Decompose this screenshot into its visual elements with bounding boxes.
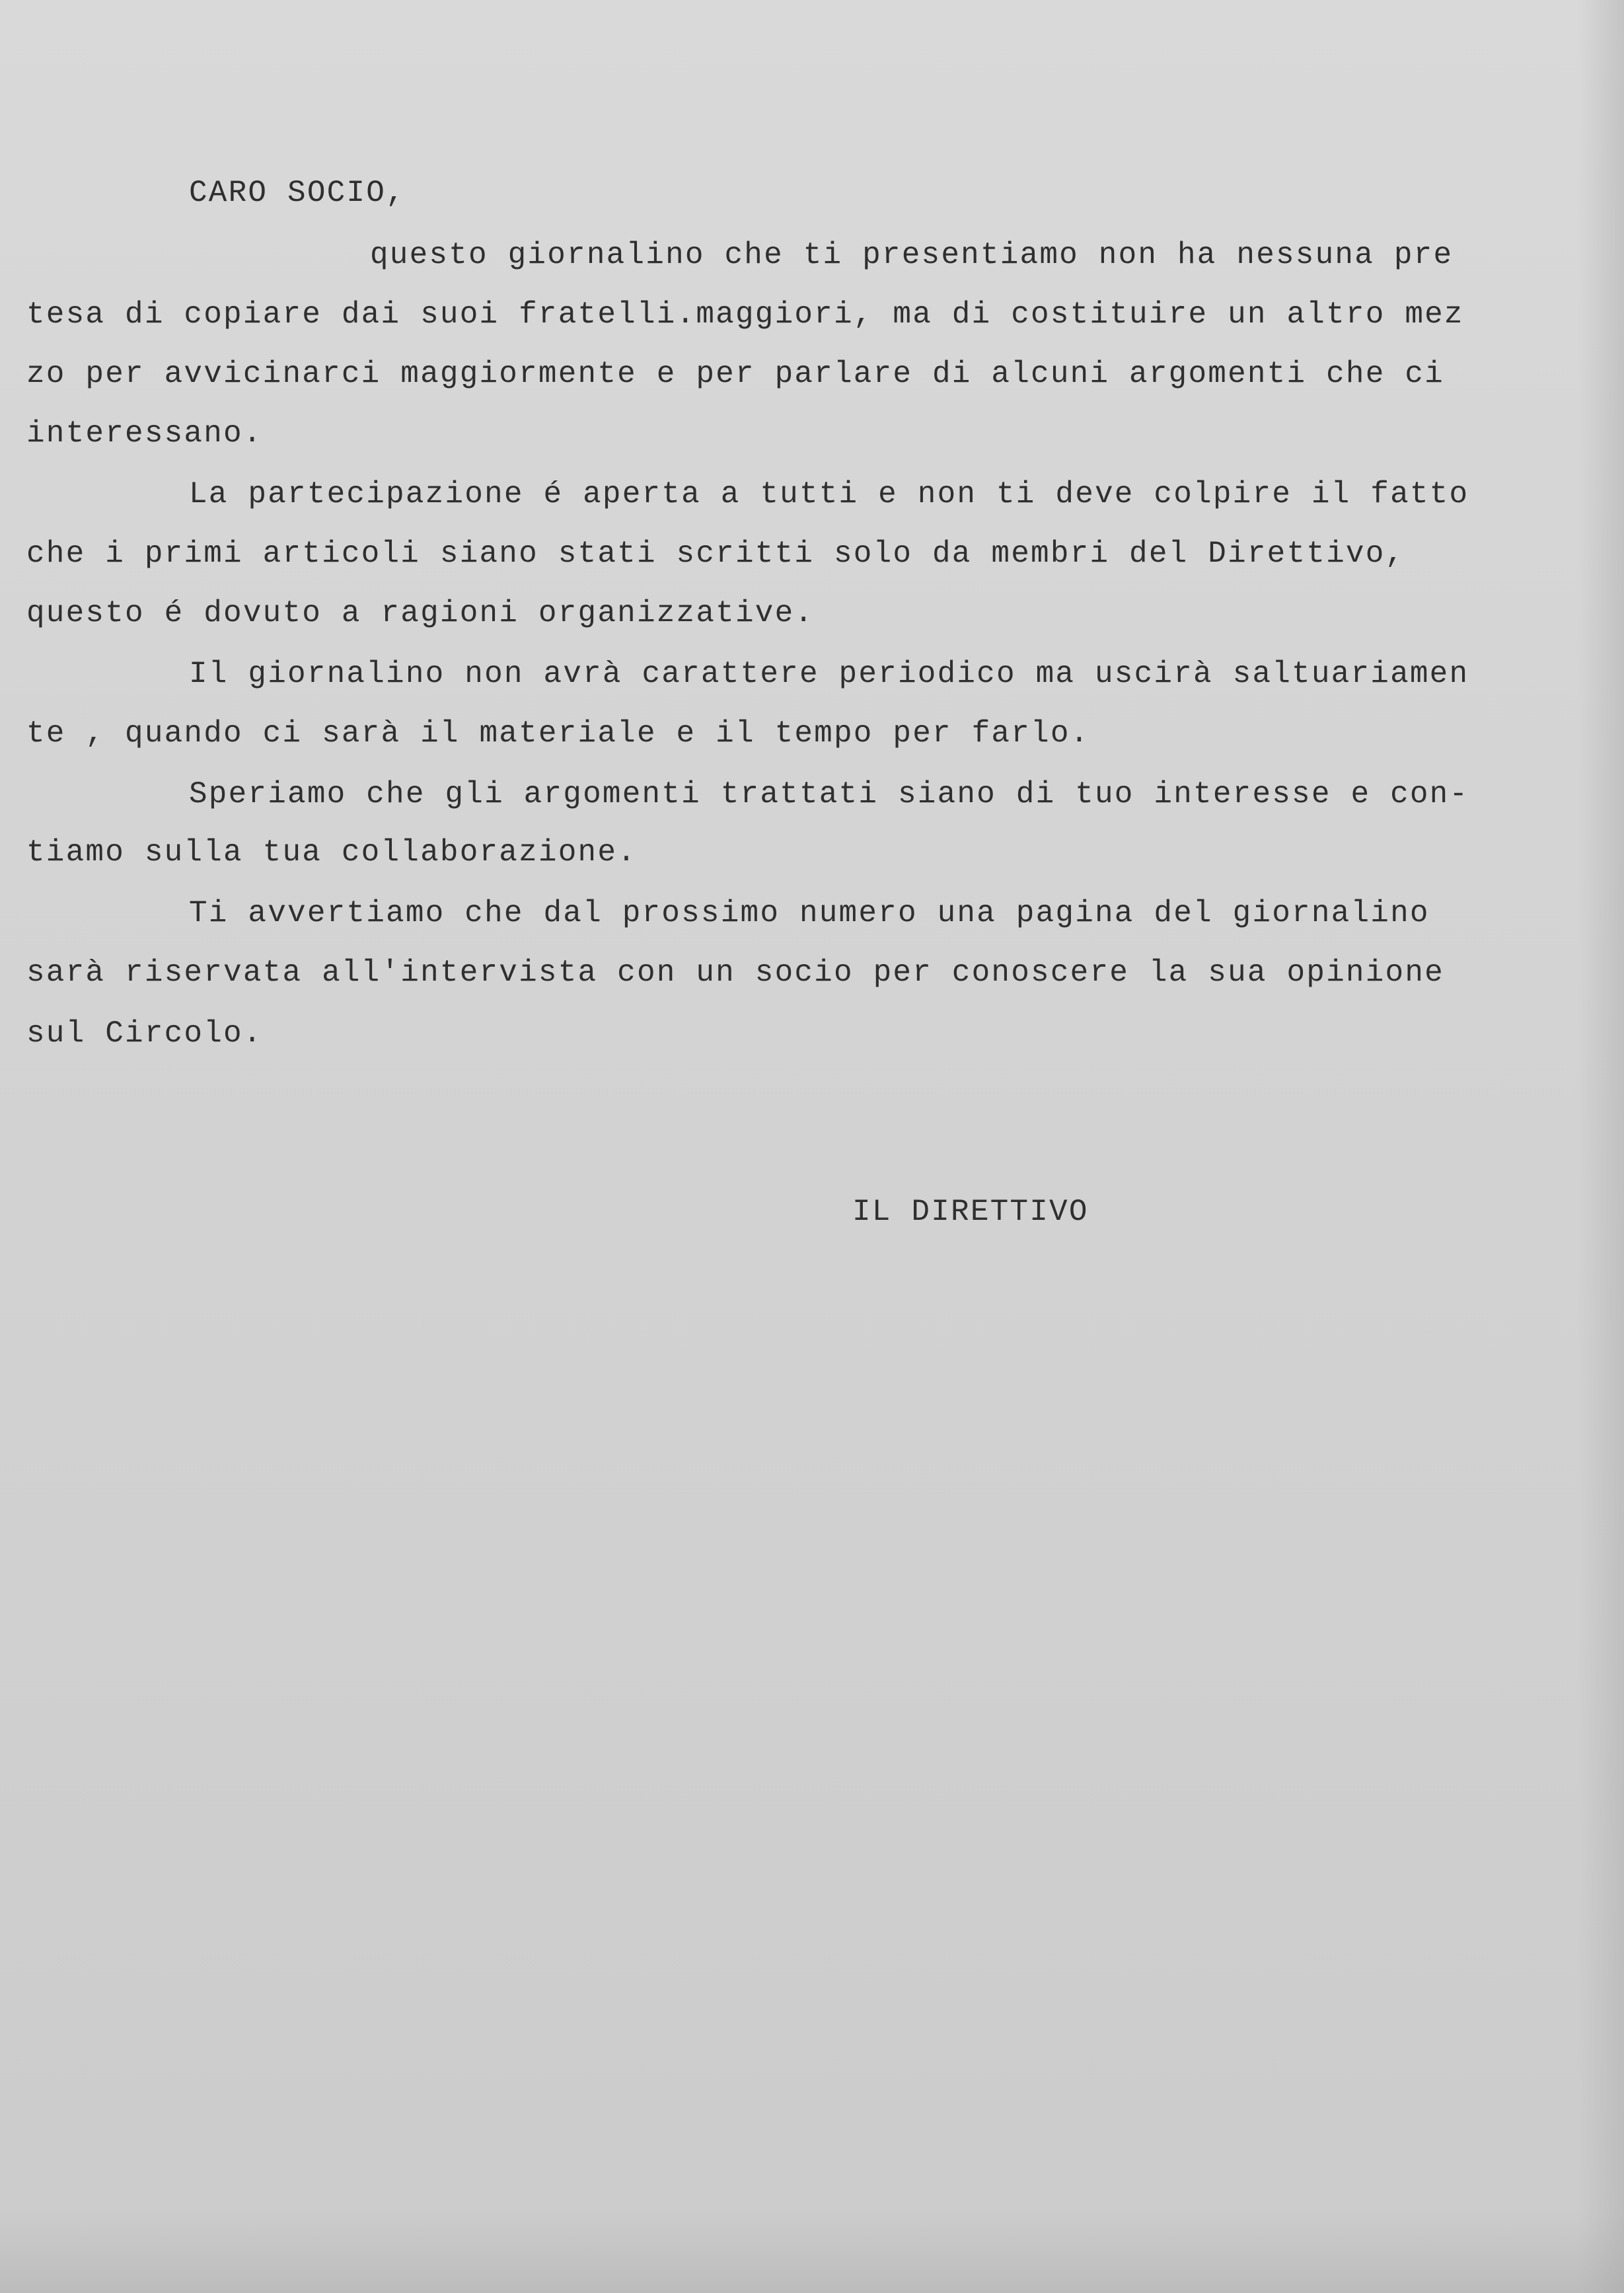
body-line: questo giornalino che ti presentiamo non ha nessuna pre xyxy=(370,238,1454,272)
body-line: La partecipazione é aperta a tutti e non ti deve colpire il fatto xyxy=(189,477,1469,511)
salutation: CARO SOCIO, xyxy=(189,176,406,210)
body-line: sarà riservata all'intervista con un socio per conoscere la sua opinione xyxy=(26,956,1444,990)
body-line: Ti avvertiamo che dal prossimo numero una pagina del giornalino xyxy=(189,896,1430,930)
paper-bottom-shadow xyxy=(0,2214,1624,2293)
body-line: Il giornalino non avrà carattere periodico ma uscirà saltuariamen xyxy=(189,657,1469,691)
body-line: Speriamo che gli argomenti trattati siano di tuo interesse e con- xyxy=(189,777,1469,811)
body-line: tiamo sulla tua collaborazione. xyxy=(26,835,637,870)
body-line: tesa di copiare dai suoi fratelli.maggiori, ma di costituire un altro mez xyxy=(26,297,1464,332)
body-line: zo per avvicinarci maggiormente e per parlare di alcuni argomenti che ci xyxy=(26,357,1444,391)
body-line: te , quando ci sarà il materiale e il tempo per farlo. xyxy=(26,716,1090,751)
signature: IL DIRETTIVO xyxy=(852,1195,1089,1229)
paper-edge-shadow xyxy=(1578,0,1624,2293)
body-line: questo é dovuto a ragioni organizzative. xyxy=(26,596,815,630)
body-line: interessano. xyxy=(26,416,263,451)
body-line: che i primi articoli siano stati scritti solo da membri del Direttivo, xyxy=(26,537,1405,571)
body-line: sul Circolo. xyxy=(26,1016,263,1051)
